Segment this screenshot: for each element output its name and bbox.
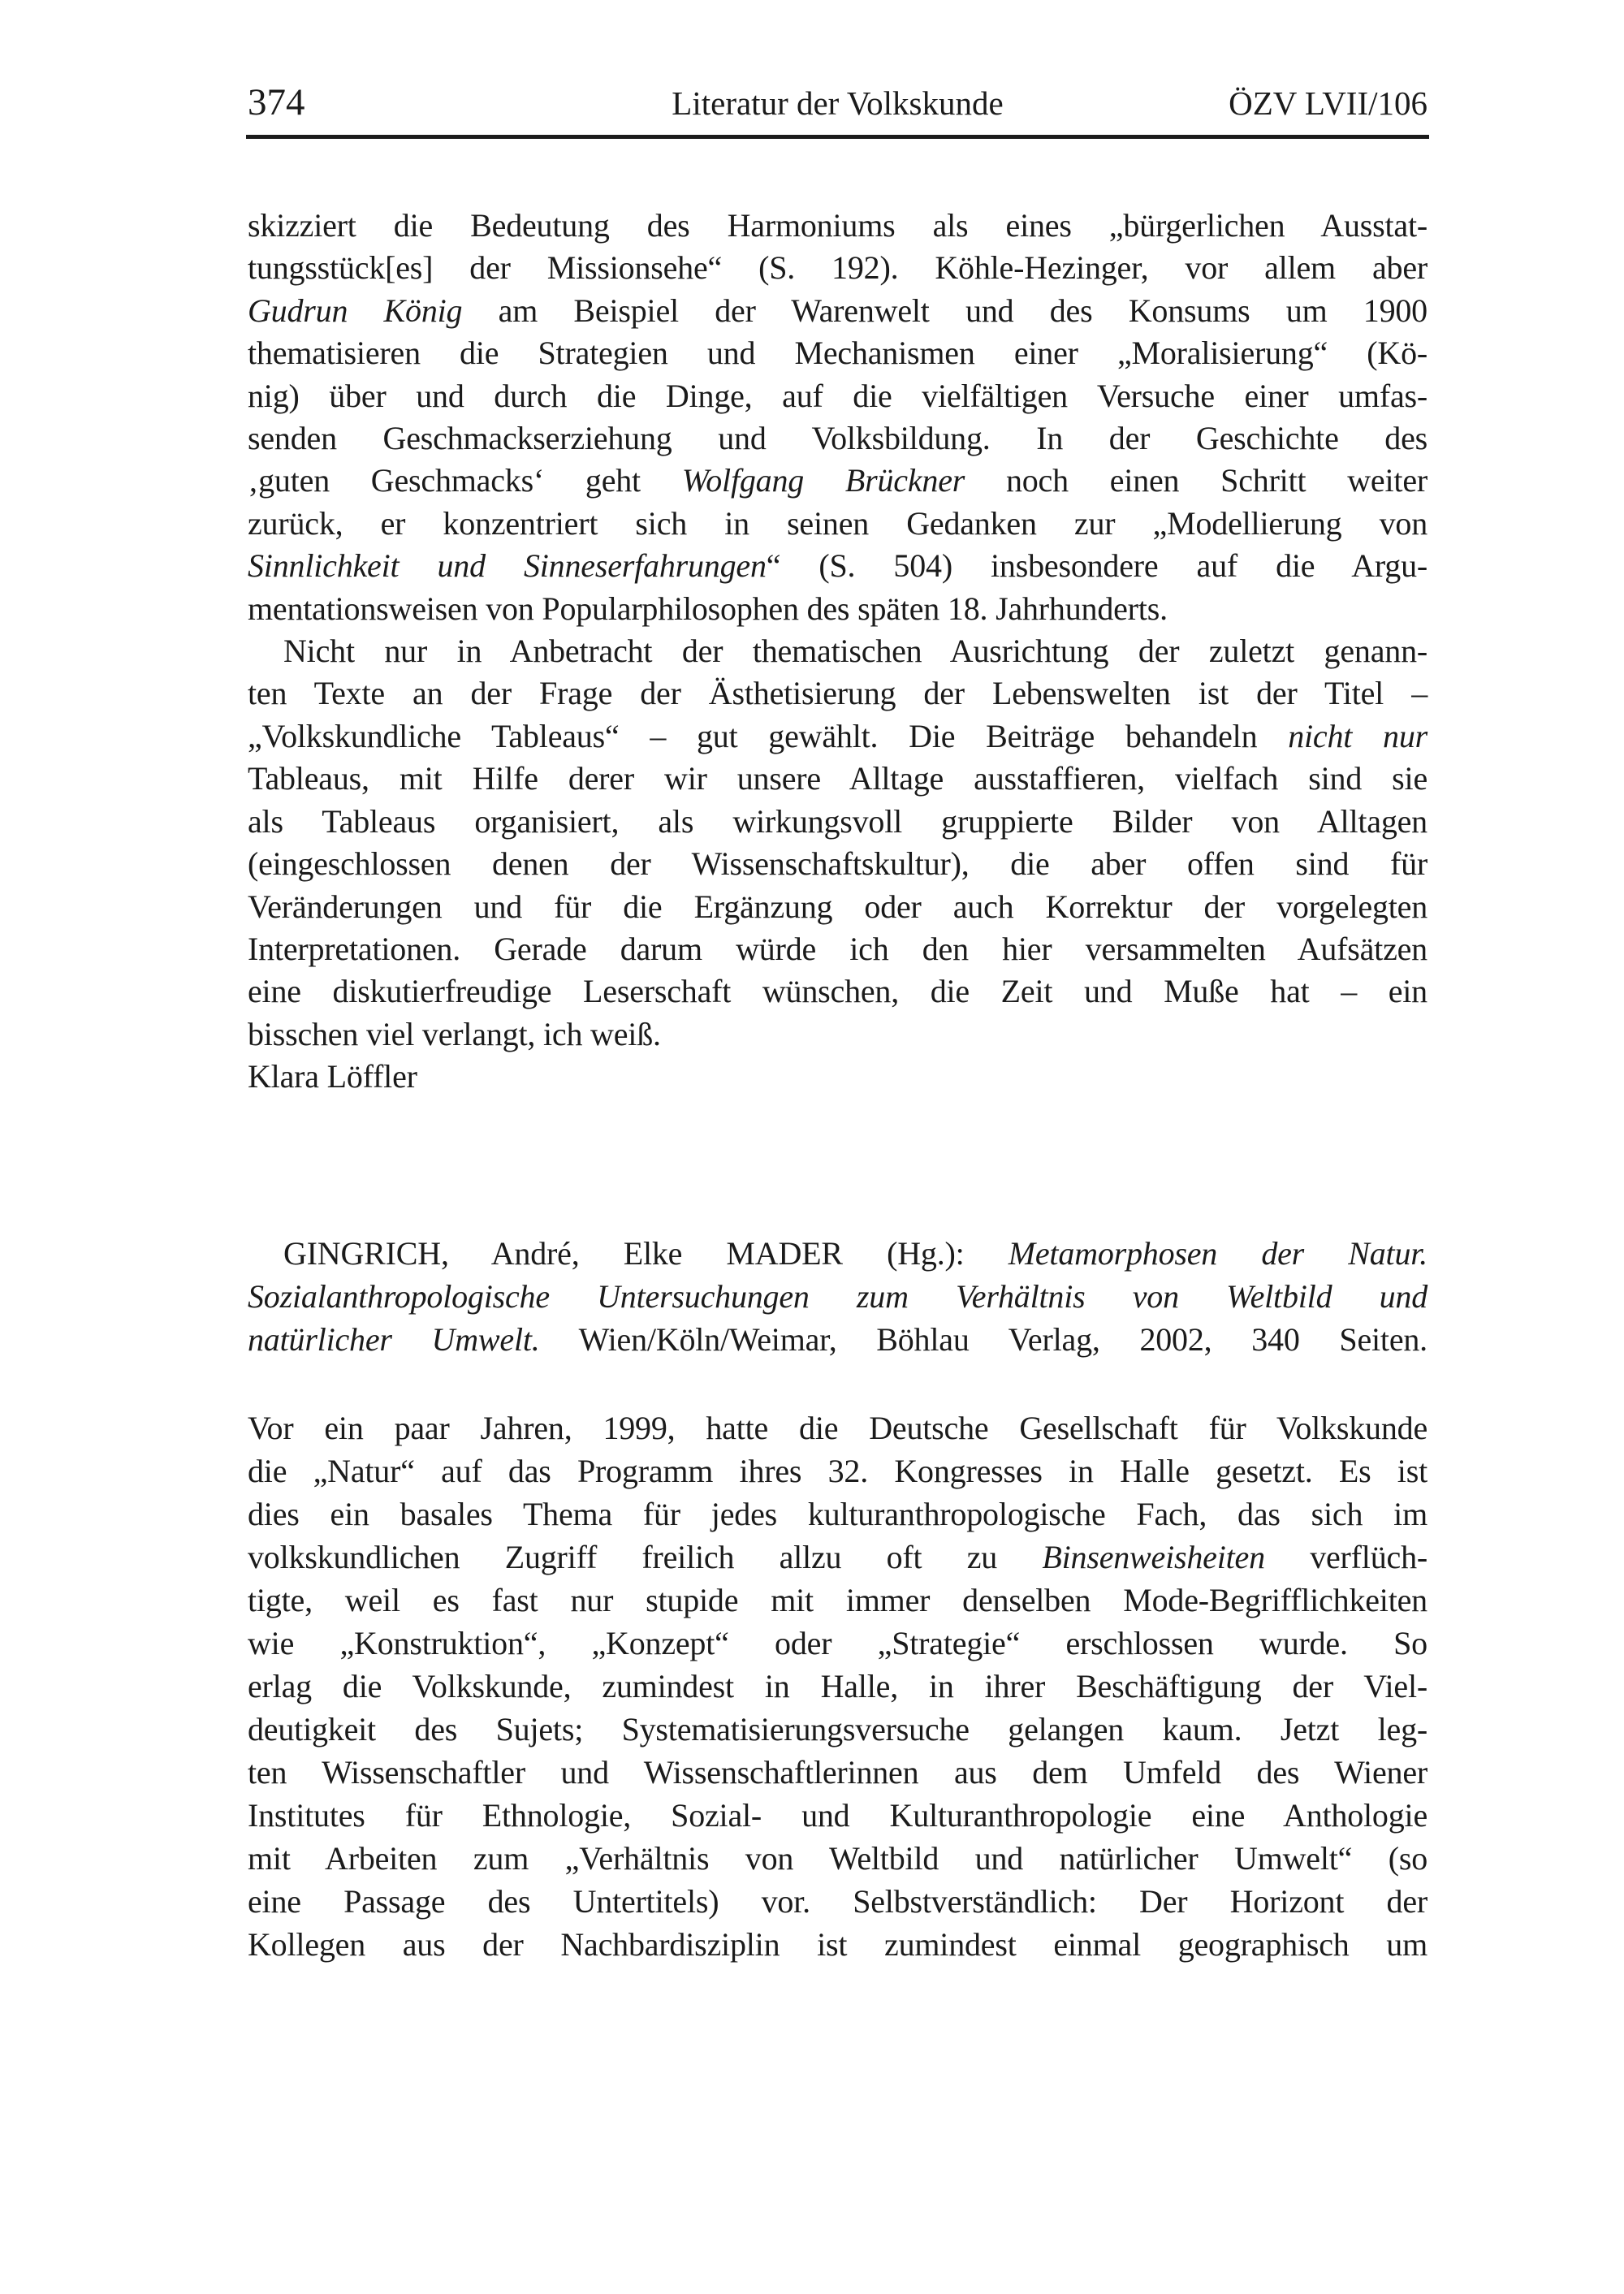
italic-text-segment: Wolfgang Brückner xyxy=(681,462,965,499)
running-title: Literatur der Volkskunde xyxy=(672,84,1004,122)
text-line xyxy=(248,460,1427,502)
italic-text-segment: nicht nur xyxy=(1288,717,1427,754)
text-segment: als Tableaus organisiert, als wirkungsvoll gruppierte Bilder von Alltagen xyxy=(248,802,1427,840)
text-segment: Kollegen aus der Nachbardisziplin ist zumindest einmal geographisch um xyxy=(248,1925,1427,1963)
book-reference-heading xyxy=(248,1232,1427,1361)
header-rule xyxy=(246,135,1429,139)
italic-text-segment: Gudrun König xyxy=(248,292,463,329)
page-header xyxy=(248,78,1427,123)
text-line xyxy=(248,1449,1427,1493)
text-line xyxy=(248,928,1427,970)
text-segment: dies ein basales Thema für jedes kulturanthropologische Fach, das sich im xyxy=(248,1495,1427,1532)
text-line xyxy=(248,205,1427,247)
text-segment: Institutes für Ethnologie, Sozial- und Kulturanthropologie eine Anthologie xyxy=(248,1796,1427,1834)
text-segment: ten Wissenschaftler und Wissenschaftlerinnen aus dem Umfeld des Wiener xyxy=(248,1753,1427,1791)
text-line xyxy=(248,545,1427,587)
text-segment: Veränderungen und für die Ergänzung oder auch Korrektur der vorgelegten xyxy=(248,888,1427,925)
text-line xyxy=(248,290,1427,332)
text-segment: thematisieren die Strategien und Mechanismen einer „Moralisierung“ (Kö- xyxy=(248,335,1427,372)
text-segment: skizziert die Bedeutung des Harmoniums als eines „bürgerlichen Ausstat- xyxy=(248,207,1427,244)
text-segment: verflüch- xyxy=(1264,1538,1427,1575)
page-number: 374 xyxy=(248,81,305,123)
text-segment: volkskundlichen Zugriff freilich allzu oft zu xyxy=(248,1538,1043,1575)
text-segment: nig) über und durch die Dinge, auf die vielfältigen Versuche einer umfas- xyxy=(248,377,1427,414)
text-line xyxy=(248,1622,1427,1665)
text-segment: GINGRICH, André, Elke MADER (Hg.): xyxy=(283,1234,1009,1272)
text-line xyxy=(248,1665,1427,1708)
text-line xyxy=(248,1794,1427,1837)
italic-text-segment: natürlicher Umwelt. xyxy=(248,1320,540,1358)
text-segment: mit Arbeiten zum „Verhältnis von Weltbild und natürlicher Umwelt“ (so xyxy=(248,1839,1427,1877)
text-segment: zurück, er konzentriert sich in seinen Gedanken zur „Modellierung von xyxy=(248,504,1427,542)
review-paragraph-continuation xyxy=(248,205,1427,630)
text-line xyxy=(248,630,1427,672)
text-segment: “ (S. 504) insbesondere auf die Argu- xyxy=(766,547,1428,585)
text-line xyxy=(248,1751,1427,1794)
text-line xyxy=(248,801,1427,843)
text-segment: erlag die Volkskunde, zumindest in Halle, in ihrer Beschäftigung der Viel- xyxy=(248,1667,1427,1704)
text-segment: eine diskutierfreudige Leserschaft wünschen, die Zeit und Muße hat – ein xyxy=(248,973,1427,1010)
review-paragraph-closing xyxy=(248,630,1427,1056)
text-segment: mentationsweisen von Popularphilosophen des späten 18. Jahrhunderts. xyxy=(248,590,1168,627)
text-line xyxy=(248,1406,1427,1449)
text-line xyxy=(248,1275,1427,1318)
text-line xyxy=(248,503,1427,545)
text-line xyxy=(248,332,1427,374)
text-segment: tigte, weil es fast nur stupide mit immer denselben Mode-Begrifflichkeiten xyxy=(248,1581,1427,1618)
text-line xyxy=(248,1708,1427,1751)
text-line xyxy=(248,672,1427,715)
text-segment: am Beispiel der Warenwelt und des Konsums um 1900 xyxy=(462,292,1427,329)
text-line xyxy=(248,247,1427,289)
journal-issue: ÖZV LVII/106 xyxy=(1229,84,1427,122)
reviewer-signature: Klara Löffler xyxy=(248,1058,417,1095)
text-segment: Wien/Köln/Weimar, Böhlau Verlag, 2002, 340 Seiten. xyxy=(539,1320,1427,1358)
text-segment: wie „Konstruktion“, „Konzept“ oder „Strategie“ erschlossen wurde. So xyxy=(248,1624,1427,1661)
text-segment: eine Passage des Untertitels) vor. Selbstverständlich: Der Horizont der xyxy=(248,1882,1427,1920)
text-line xyxy=(248,375,1427,417)
text-line xyxy=(248,1318,1427,1361)
text-segment: (eingeschlossen denen der Wissenschaftskultur), die aber offen sind für xyxy=(248,845,1427,883)
text-segment: Interpretationen. Gerade darum würde ich den hier versammelten Aufsätzen xyxy=(248,930,1427,967)
page-text-column xyxy=(248,205,1427,1966)
text-segment: Tableaus, mit Hilfe derer wir unsere Alltage ausstaffieren, vielfach sind sie xyxy=(248,760,1427,797)
text-segment: senden Geschmackserziehung und Volksbildung. In der Geschichte des xyxy=(248,420,1427,457)
text-segment: Nicht nur in Anbetracht der thematischen Ausrichtung der zuletzt genann- xyxy=(283,633,1427,670)
text-line xyxy=(248,843,1427,885)
text-line xyxy=(248,1013,1427,1056)
text-line xyxy=(248,886,1427,928)
text-segment: die „Natur“ auf das Programm ihres 32. Kongresses in Halle gesetzt. Es ist xyxy=(248,1452,1427,1489)
text-line xyxy=(248,1923,1427,1966)
italic-text-segment: Sinnlichkeit und Sinneserfahrungen xyxy=(248,547,767,585)
text-segment: ‚guten Geschmacks‘ geht xyxy=(248,462,682,499)
text-line xyxy=(248,1232,1427,1275)
text-segment: noch einen Schritt weiter xyxy=(965,462,1427,499)
text-segment: ten Texte an der Frage der Ästhetisierung der Lebenswelten ist der Titel – xyxy=(248,675,1427,712)
text-line xyxy=(248,588,1427,630)
text-line xyxy=(248,1880,1427,1923)
italic-text-segment: Metamorphosen der Natur. xyxy=(1008,1234,1427,1272)
text-line xyxy=(248,1579,1427,1622)
text-segment: Vor ein paar Jahren, 1999, hatte die Deutsche Gesellschaft für Volkskunde xyxy=(248,1409,1427,1446)
text-line xyxy=(248,1536,1427,1579)
text-line xyxy=(248,715,1427,758)
italic-text-segment: Binsenweisheiten xyxy=(1042,1538,1265,1575)
text-segment: tungsstück[es] der Missionsehe“ (S. 192). Köhle-Hezinger, vor allem aber xyxy=(248,249,1427,287)
text-segment: „Volkskundliche Tableaus“ – gut gewählt. Die Beiträge behandeln xyxy=(248,717,1289,754)
text-segment: deutigkeit des Sujets; Systematisierungsversuche gelangen kaum. Jetzt leg- xyxy=(248,1710,1427,1748)
text-line xyxy=(248,1493,1427,1536)
text-line xyxy=(248,417,1427,460)
italic-text-segment: Sozialanthropologische Untersuchungen zum Verhältnis von Weltbild und xyxy=(248,1277,1427,1315)
text-line xyxy=(248,758,1427,800)
text-segment: bisschen viel verlangt, ich weiß. xyxy=(248,1015,661,1052)
text-line xyxy=(248,970,1427,1013)
review-opening-paragraph xyxy=(248,1406,1427,1966)
text-line xyxy=(248,1837,1427,1880)
